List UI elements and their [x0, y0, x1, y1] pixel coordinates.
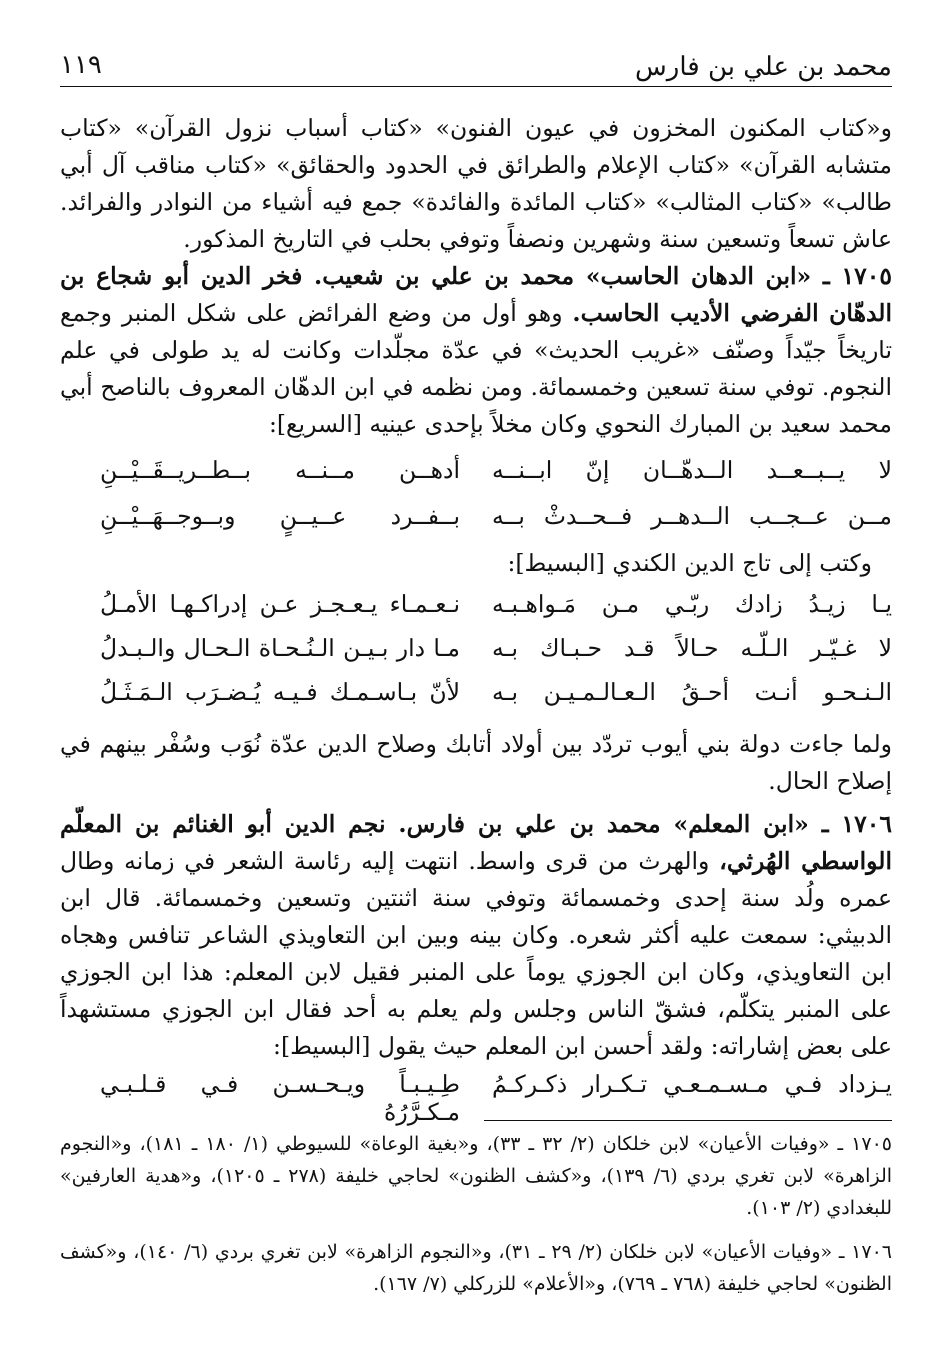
verse-line	[60, 590, 892, 634]
verse-second-hemistich: لأنّ بـاسـمـك فـيـه يُـضـرَب الـمَـثَـلُ	[100, 678, 460, 706]
verse-second-hemistich: أدهــن مــنــه بــطــريــقَــيْــنِ	[100, 456, 460, 484]
verse-first-hemistich: يـزداد فـي مـسـمـعـي تـكـرار ذكـركـمُ	[492, 1070, 892, 1098]
entry-1705-body: وهو أول من وضع الفرائض على شكل المنبر وجمع تاريخاً جيّداً وصنّف «غريب الحديث» في عدّة مجلّدات وكانت له يد طولى في علم النجوم. توفي سنة تسعين وخمسمائة. ومن نظمه في ابن الدهّان المعروف بالناصح أبي محمد سعيد بن المبارك النحوي وكان مخلاً بإحدى عينيه [السريع]:	[60, 299, 892, 438]
entry-1706	[60, 806, 892, 1065]
verse-line	[60, 634, 892, 678]
verse-line	[60, 502, 892, 546]
page-number: ١١٩	[60, 50, 102, 80]
verse-first-hemistich: لا غـيّـر الـلّـه حـالاً قـد حـبـاك بـه	[492, 634, 892, 662]
footnote-1705: ١٧٠٥ ـ «وفيات الأعيان» لابن خلكان (٢/ ٣٢ ـ ٣٣)، و«بغية الوعاة» للسيوطي (١/ ١٨٠ ـ ١٨١)، و«النجوم الزاهرة» لابن تغري بردي (٦/ ١٣٩)، و«كشف الظنون» لحاجي خليفة (٢٧٨ ـ ١٢٠٥)، و«هدية العارفين» للبغدادي (٢/ ١٠٣).	[60, 1133, 893, 1219]
verse-first-hemistich: مــن عــجــب الــدهــر فــحــدثْ بــه	[492, 502, 892, 530]
entry-1706-heading: ١٧٠٦ ـ «ابن المعلم» محمد بن علي بن فارس. نجم الدين أبو الغنائم بن المعلّم الواسطي الهُرثي،	[60, 810, 892, 875]
verse-first-hemistich: لا يــبــعــد الــدهّــان إنّ ابــنــه	[492, 456, 892, 484]
running-title: محمد بن علي بن فارس	[635, 52, 892, 82]
verse-line	[60, 678, 892, 722]
verse-second-hemistich: مـا دار بـيـن الـنُـحـاة الـحـال والـبـدلُ	[100, 634, 460, 662]
paragraph-book-list: و«كتاب المكنون المخزون في عيون الفنون» «كتاب أسباب نزول القرآن» «كتاب متشابه القرآن» «كتاب الإعلام والطرائق في الحدود والحقائق» «كتاب مناقب آل أبي طالب» «كتاب المثالب» «كتاب المائدة والفائدة» جمع فيه أشياء من النوادر والفرائد. عاش تسعاً وتسعين سنة وشهرين ونصفاً وتوفي بحلب في التاريخ المذكور.	[60, 114, 892, 253]
page-header	[60, 42, 892, 87]
paragraph-after-verses: ولما جاءت دولة بني أيوب تردّد بين أولاد أتابك وصلاح الدين عدّة نُوَب وسُفْر بينهم في إصلاح الحال.	[60, 730, 892, 795]
verse-line	[60, 456, 892, 500]
verse-first-hemistich: يـا زيـدُ زادك ربّـي مـن مَـواهـبـه	[492, 590, 892, 618]
verse-first-hemistich: الـنـحـو أنـت أحـقُ الـعـالـمـيـن بـه	[492, 678, 892, 706]
verse-line	[60, 1070, 892, 1126]
entry-1706-body: والهرث من قرى واسط. انتهت إليه رئاسة الشعر في زمانه وطال عمره ولُد سنة إحدى وخمسمائة وتوفي سنة اثنتين وتسعين وخمسمائة. قال ابن الدبيثي: سمعت عليه أكثر شعره. وكان بينه وبين ابن التعاويذي الشاعر تنافس وهجاه ابن التعاويذي، وكان ابن الجوزي يوماً على المنبر فقيل لابن المعلم: هذا ابن الجوزي على المنبر يتكلّم، فشقّ الناس وجلس ولم يعلم به أحد فقال ابن الجوزي مستشهداً على بعض إشاراته: ولقد أحسن ابن المعلم حيث يقول [البسيط]:	[60, 847, 892, 1060]
entry-1705-heading: ١٧٠٥ ـ «ابن الدهان الحاسب» محمد بن علي بن شعيب. فخر الدين أبو شجاع بن الدهّان الفرضي الأديب الحاسب.	[60, 262, 892, 327]
footnote-separator	[484, 1120, 892, 1121]
verse-second-hemistich: بــفــرد عــيــنٍ وبــوجــهَــيْــنِ	[100, 502, 460, 530]
entry-1705	[60, 258, 892, 443]
footnote-1706: ١٧٠٦ ـ «وفيات الأعيان» لابن خلكان (٢/ ٢٩ ـ ٣١)، و«النجوم الزاهرة» لابن تغري بردي (٦/ ١٤٠)، و«كشف الظنون» لحاجي خليفة (٧٦٨ ـ ٧٦٩)، و«الأعلام» للزركلي (٧/ ١٦٧).	[60, 1241, 892, 1295]
verse-second-hemistich: طِـيـبـاً ويـحـسـن فـي قـلـبـي مـكـرَّرُهُ	[100, 1070, 460, 1126]
verse-second-hemistich: نـعـمـاء يـعـجـز عـن إدراكـهـا الأمـلُ	[100, 590, 460, 618]
verse-introduction: وكتب إلى تاج الدين الكندي [البسيط]:	[507, 549, 872, 577]
